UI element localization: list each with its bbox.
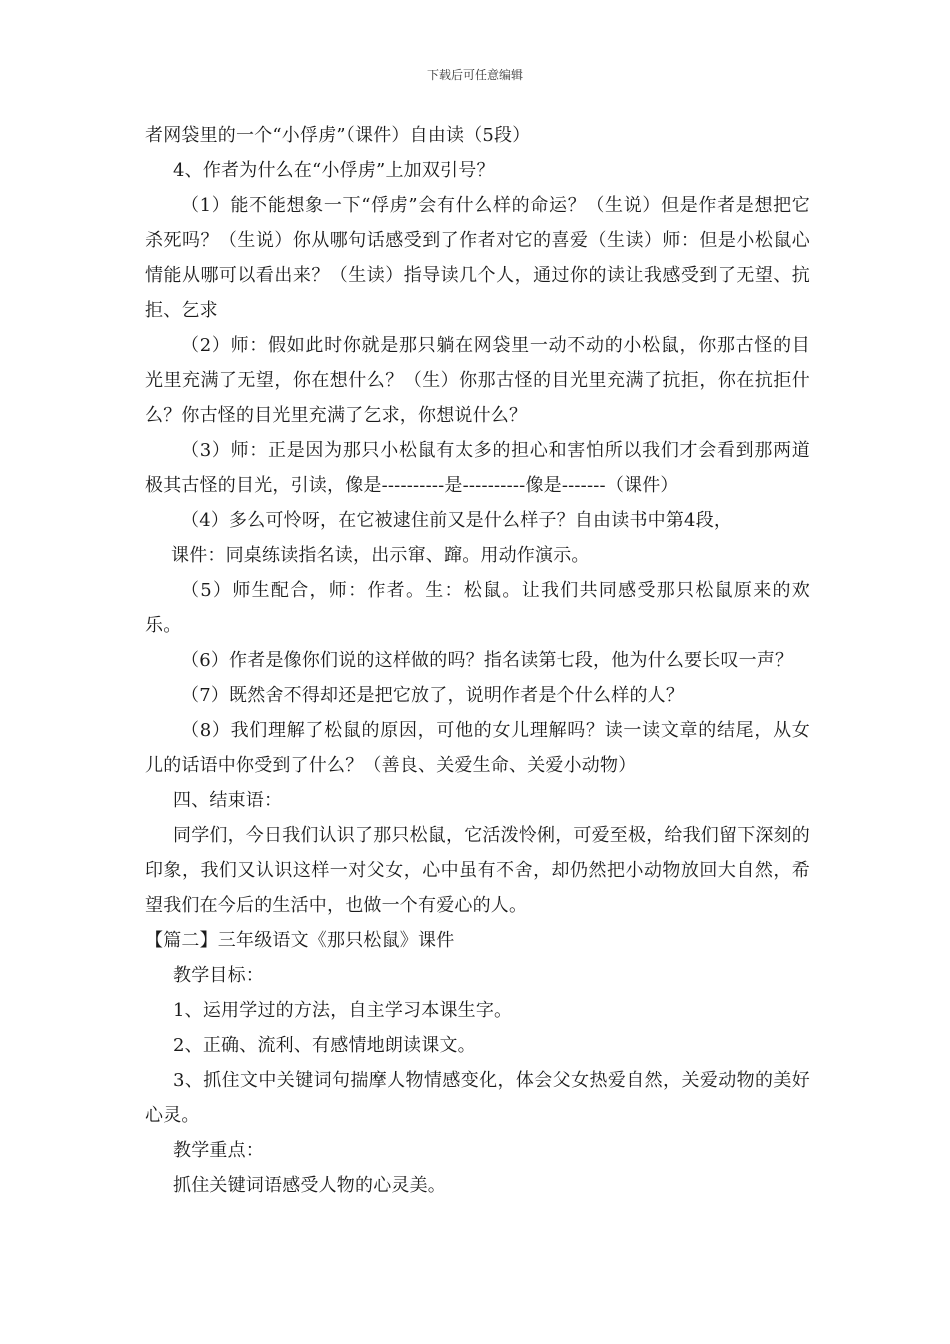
- goal-1: 1、运用学过的方法，自主学习本课生字。: [173, 1000, 513, 1021]
- item-1: （1）能不能想象一下“俘虏”会有什么样的命运？（生说）但是作者是想把它杀死吗？（生说）你从哪句话感受到了作者对它的喜爱（生读）师：但是小松鼠心情能从哪可以看出来？（生读）指导读几个人，通过你的读让我感受到了无望、抗拒、乞求: [145, 195, 810, 321]
- item-6: （6）作者是像你们说的这样做的吗？指名读第七段，他为什么要长叹一声？: [181, 650, 794, 671]
- item-8: （8）我们理解了松鼠的原因，可他的女儿理解吗？读一读文章的结尾，从女儿的话语中你受到了什么？（善良、关爱生命、关爱小动物）: [145, 720, 810, 776]
- item-5: （5）师生配合，师：作者。生：松鼠。让我们共同感受那只松鼠原来的欢乐。: [145, 580, 810, 636]
- heading-teaching-focus: 教学重点：: [173, 1140, 264, 1161]
- chapter-heading-part-two: 【篇二】三年级语文《那只松鼠》课件: [145, 930, 455, 951]
- conclusion-paragraph: 同学们，今日我们认识了那只松鼠，它活泼怜俐，可爱至极，给我们留下深刻的印象，我们又认识这样一对父女，心中虽有不舍，却仍然把小动物放回大自然，希望我们在今后的生活中，也做一个有爱心的人。: [145, 825, 810, 916]
- item-4: （4）多么可怜呀，在它被逮住前又是什么样子？自由读书中第4段，: [181, 510, 733, 531]
- goal-2: 2、正确、流利、有感情地朗读课文。: [173, 1035, 476, 1056]
- question-4: 4、作者为什么在“小俘虏”上加双引号？: [173, 160, 495, 181]
- item-3: （3）师：正是因为那只小松鼠有太多的担心和害怕所以我们才会看到那两道极其古怪的目光，引读，像是----------是----------像是-------（课件）: [145, 440, 810, 496]
- document-body: [145, 118, 810, 1203]
- paragraph-continuation: 者网袋里的一个“小俘虏”（课件）自由读（5段）: [145, 125, 531, 146]
- goal-3: 3、抓住文中关键词句揣摩人物情感变化，体会父女热爱自然，关爱动物的美好心灵。: [145, 1070, 810, 1126]
- courseware-note: 课件：同桌练读指名读，出示窜、蹿。用动作演示。: [171, 545, 590, 566]
- item-2: （2）师：假如此时你就是那只躺在网袋里一动不动的小松鼠，你那古怪的目光里充满了无望，你在想什么？（生）你那古怪的目光里充满了抗拒，你在抗拒什么？你古怪的目光里充满了乞求，你想说什么？: [145, 335, 810, 426]
- item-7: （7）既然舍不得却还是把它放了，说明作者是个什么样的人？: [181, 685, 685, 706]
- page-header: 下载后可任意编辑: [426, 68, 523, 82]
- section-heading-conclusion: 四、结束语：: [173, 790, 283, 811]
- heading-teaching-goals: 教学目标：: [173, 965, 264, 986]
- focus-text: 抓住关键词语感受人物的心灵美。: [173, 1175, 446, 1196]
